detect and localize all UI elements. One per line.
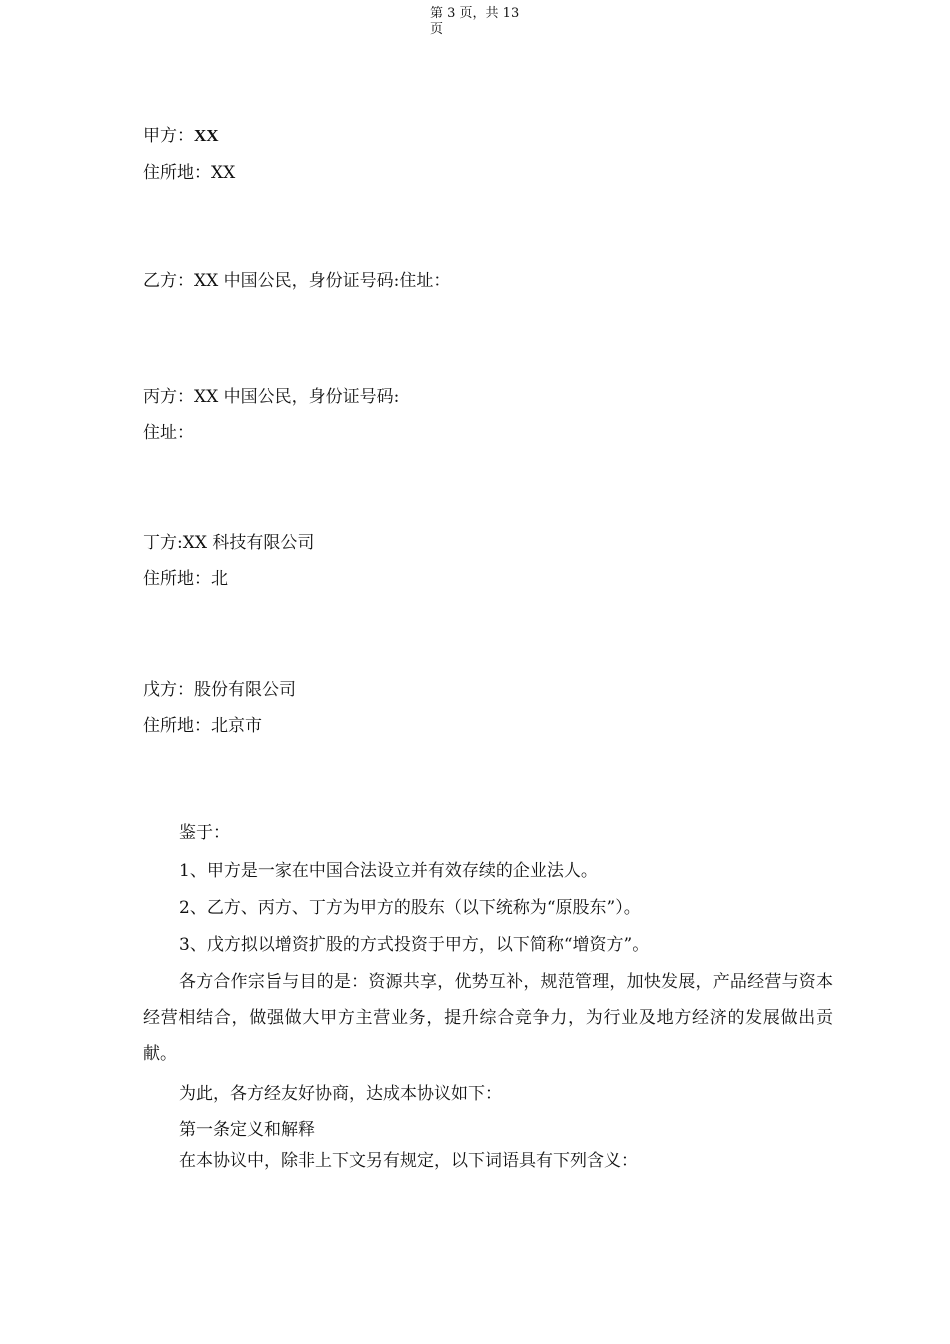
page-number-header bbox=[430, 6, 519, 38]
whereas-title: 鉴于： bbox=[179, 823, 230, 843]
party-a-name: XX bbox=[194, 126, 219, 145]
page-number-line2: 页 bbox=[430, 22, 444, 37]
article-1-title: 第一条定义和解释 bbox=[179, 1120, 315, 1140]
party-c-address: 住址： bbox=[143, 423, 194, 443]
purpose-paragraph: 各方合作宗旨与目的是：资源共享，优势互补，规范管理，加快发展，产品经营与资本经营相结合，做强做大甲方主营业务，提升综合竞争力，为行业及地方经济的发展做出贡献。 bbox=[143, 972, 833, 1064]
whereas-item-1: 1、甲方是一家在中国合法设立并有效存续的企业法人。 bbox=[179, 861, 598, 881]
page-number-line1: 第 3 页，共 13 bbox=[430, 6, 520, 21]
party-b-line: 乙方：XX 中国公民，身份证号码:住址： bbox=[143, 271, 451, 291]
whereas-item-2: 2、乙方、丙方、丁方为甲方的股东（以下统称为“原股东”）。 bbox=[179, 898, 641, 918]
article-1-intro: 在本协议中，除非上下文另有规定，以下词语具有下列含义： bbox=[179, 1151, 638, 1171]
agreement-intro: 为此，各方经友好协商，达成本协议如下： bbox=[179, 1084, 502, 1104]
party-a-line bbox=[143, 125, 219, 147]
party-a-label: 甲方： bbox=[143, 126, 194, 146]
whereas-item-3: 3、戊方拟以增资扩股的方式投资于甲方，以下简称“增资方”。 bbox=[179, 935, 650, 955]
party-d-line: 丁方:XX 科技有限公司 bbox=[143, 533, 315, 553]
party-d-address: 住所地：北 bbox=[143, 569, 228, 589]
party-e-address: 住所地：北京市 bbox=[143, 716, 262, 736]
party-a-address: 住所地：XX bbox=[143, 163, 236, 183]
party-c-line: 丙方：XX 中国公民，身份证号码: bbox=[143, 387, 400, 407]
party-e-line: 戊方：股份有限公司 bbox=[143, 680, 296, 700]
